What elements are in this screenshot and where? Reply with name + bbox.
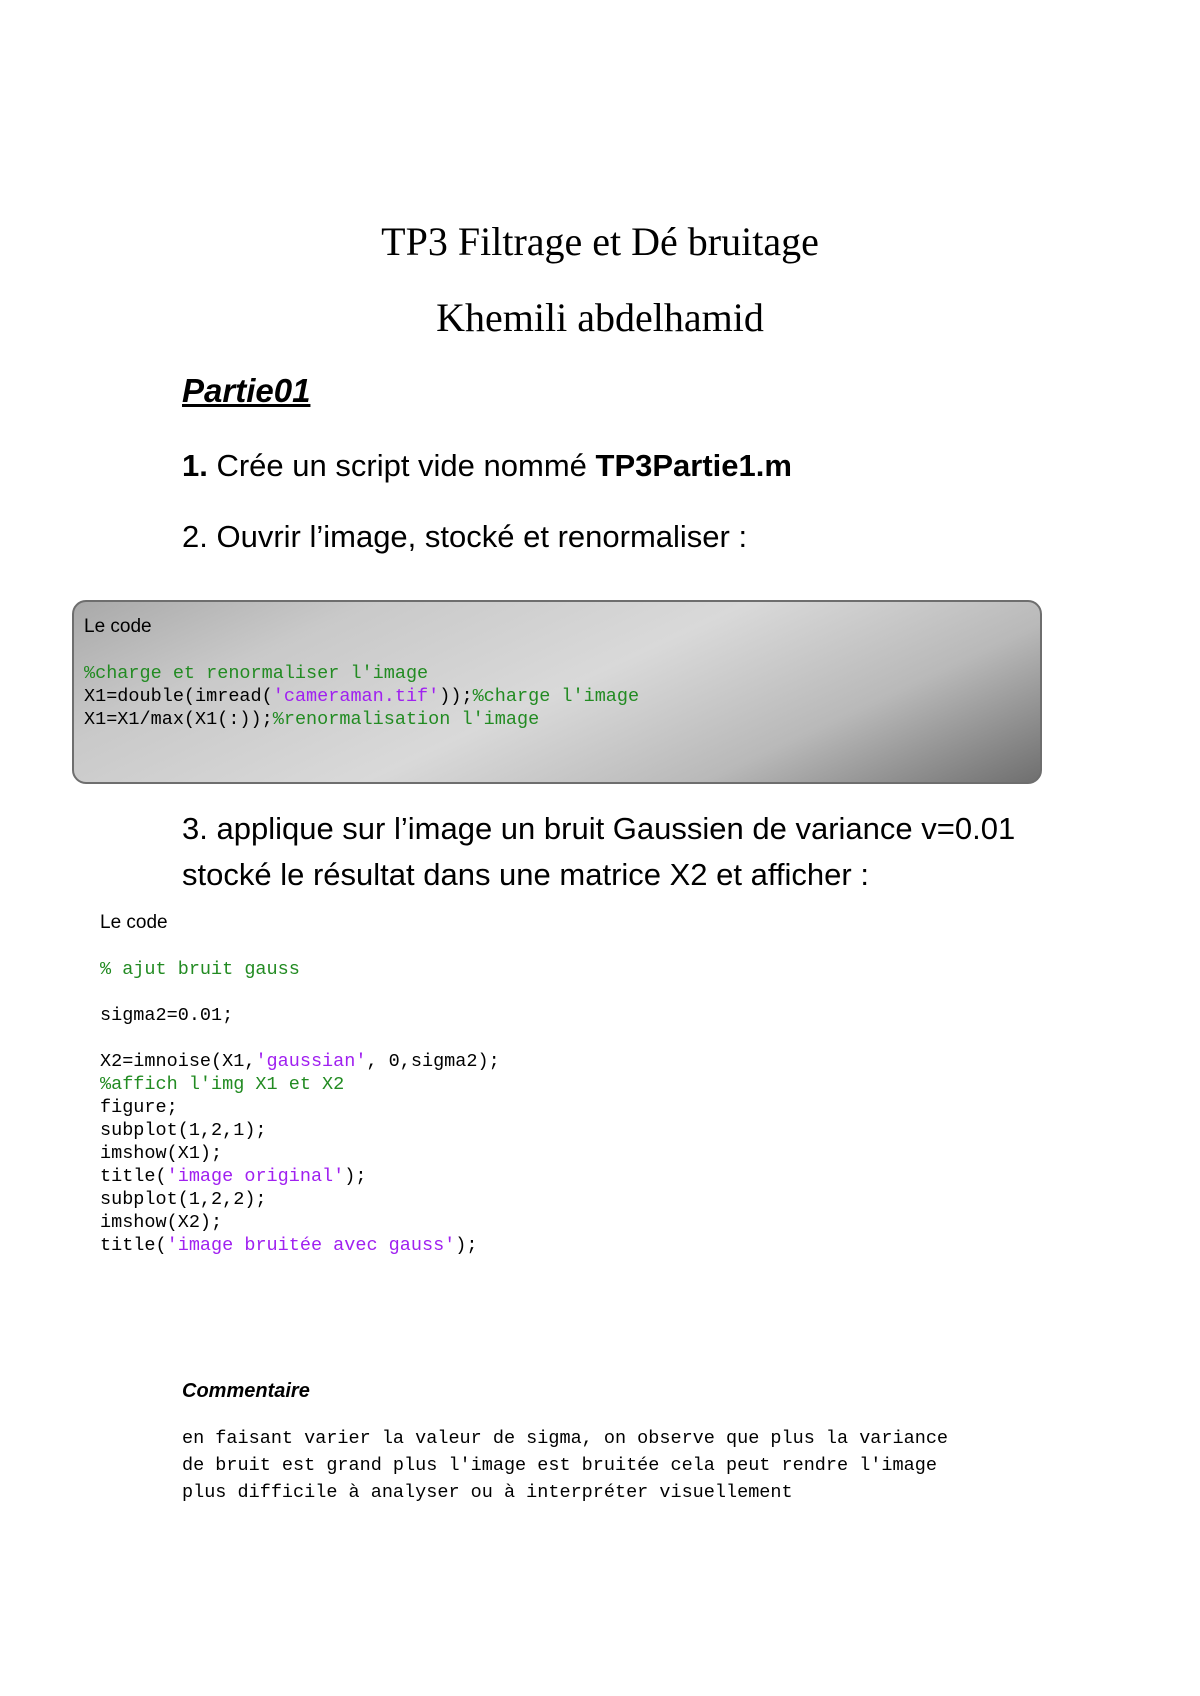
code-text: imshow(X1); [100,1143,223,1164]
code-string: 'cameraman.tif' [272,686,440,707]
code-text: subplot(1,2,1); [100,1120,267,1141]
document-title: TP3 Filtrage et Dé bruitage [381,219,819,264]
code-text: ); [344,1166,367,1187]
code-text: X2=imnoise(X1, [100,1051,256,1072]
commentaire-line: plus difficile à analyser ou à interpréter visuellement [182,1482,793,1503]
code-block-2-code [100,958,500,1257]
code-comment: %renormalisation l'image [272,709,540,730]
author-name: Khemili abdelhamid [436,295,764,340]
code-block-1 [72,600,1042,784]
code-string: 'image original' [166,1166,345,1187]
code-comment: % ajut bruit gauss [100,959,300,980]
commentaire-line: en faisant varier la valeur de sigma, on observe que plus la variance [182,1428,949,1449]
step-1-number: 1. [182,448,208,483]
commentaire-text [182,1425,1042,1506]
section-heading: Partie01 [182,372,311,409]
step-3-line-1: 3. applique sur l’image un bruit Gaussien de variance v=0.01 [182,811,1016,846]
code-comment: %affich l'img X1 et X2 [100,1074,345,1095]
step-2: 2. Ouvrir l’image, stocké et renormaliser : [182,519,748,554]
code-text: X1=X1/max(X1(:)); [84,709,273,730]
code-text: )); [439,686,473,707]
code-text: figure; [100,1097,178,1118]
commentaire-line: de bruit est grand plus l'image est bruitée cela peut rendre l'image [182,1455,937,1476]
step-1-filename: TP3Partie1.m [595,448,792,483]
code-comment: %charge l'image [472,686,640,707]
step-1 [182,448,792,484]
code-comment: %charge et renormaliser l'image [84,663,429,684]
code-string: 'gaussian' [255,1051,367,1072]
step-1-text: Crée un script vide nommé [207,448,596,483]
code-string: 'image bruitée avec gauss' [166,1235,456,1256]
commentaire-heading: Commentaire [182,1380,310,1402]
code-text: X1=double(imread( [84,686,273,707]
code-text: sigma2=0.01; [100,1005,234,1026]
code-text: , 0,sigma2); [366,1051,500,1072]
code-block-1-label: Le code [84,616,152,637]
code-text: imshow(X2); [100,1212,223,1233]
code-block-1-code [84,662,639,731]
code-block-2-label: Le code [100,912,168,933]
code-text: subplot(1,2,2); [100,1189,267,1210]
code-text: title( [100,1166,167,1187]
code-text: ); [455,1235,478,1256]
step-3-line-2: stocké le résultat dans une matrice X2 et afficher : [182,857,869,892]
code-text: title( [100,1235,167,1256]
